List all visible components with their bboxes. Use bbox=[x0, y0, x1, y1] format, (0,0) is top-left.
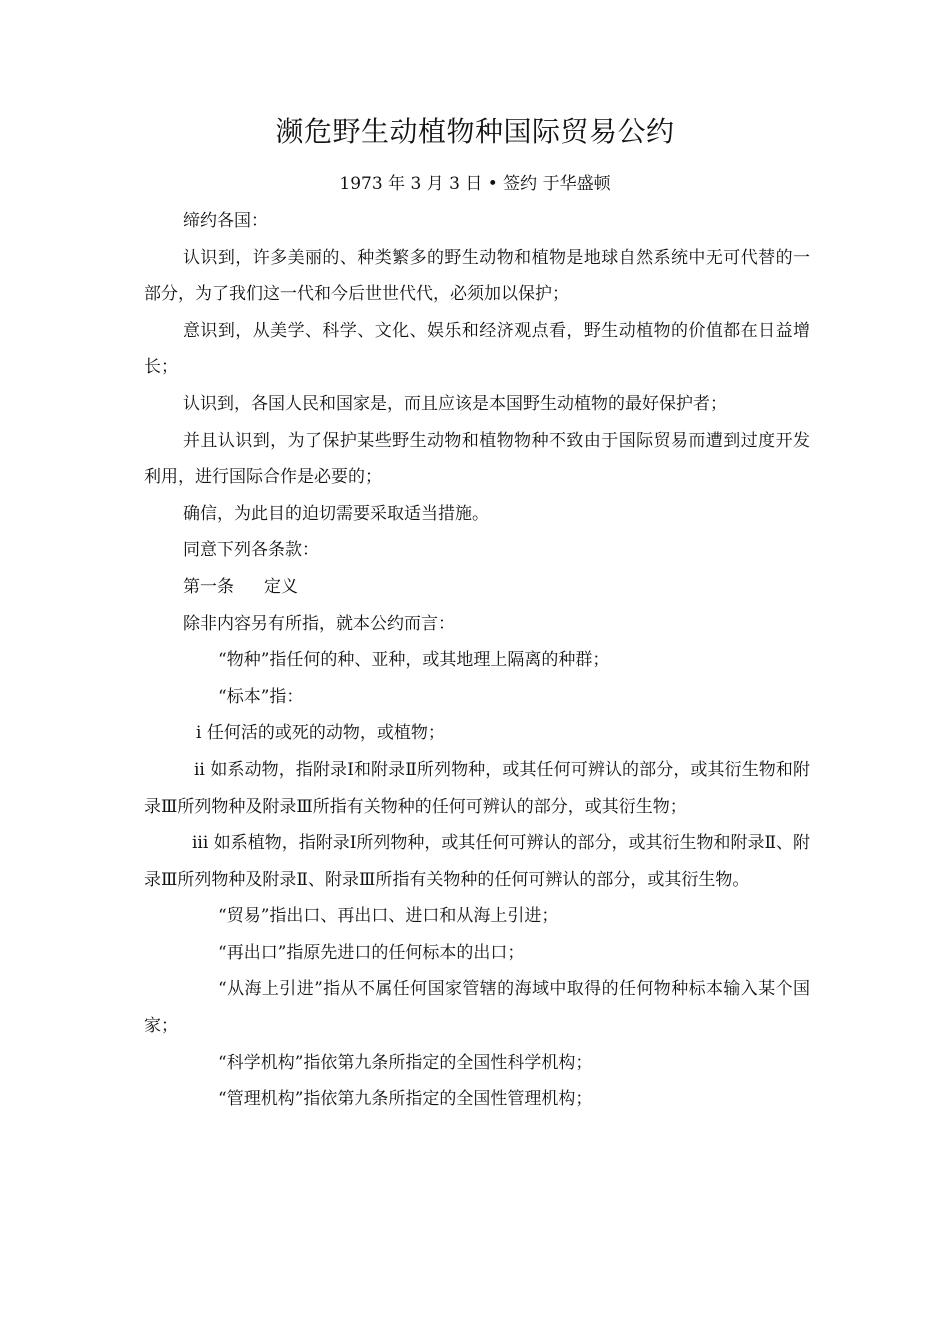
preamble-paragraph: 缔约各国： bbox=[183, 211, 268, 231]
preamble-paragraph: 认识到，各国人民和国家是，而且应该是本国野生动植物的最好保护者； bbox=[183, 393, 727, 414]
specimen-item: iii 如系植物，指附录Ⅰ所列物种，或其任何可辨认的部分，或其衍生物和附录Ⅱ、附录Ⅲ所列物种及附录Ⅱ、附录Ⅲ所指有关物种的任何可辨认的部分，或其衍生物。 bbox=[144, 833, 810, 890]
definitions-intro: 除非内容另有所指，就本公约而言： bbox=[183, 613, 455, 634]
document-body bbox=[144, 203, 810, 1118]
preamble-paragraph: 同意下列各条款： bbox=[183, 540, 319, 561]
document-subtitle: 1973 年 3 月 3 日 • 签约 于华盛顿 bbox=[339, 174, 611, 194]
specimen-item: i 任何活的或死的动物，或植物； bbox=[196, 723, 445, 744]
preamble-paragraph: 并且认识到，为了保护某些野生动物和植物物种不致由于国际贸易而遭到过度开发利用，进行国际合作是必要的； bbox=[144, 430, 810, 488]
preamble-paragraph: 认识到，许多美丽的、种类繁多的野生动物和植物是地球自然系统中无可代替的一部分，为了我们这一代和今后世世代代，必须加以保护； bbox=[144, 247, 810, 305]
definition-item: “贸易”指出口、再出口、进口和从海上引进； bbox=[218, 906, 559, 927]
definition-specimen: “标本”指： bbox=[218, 686, 304, 707]
definition-item: “再出口”指原先进口的任何标本的出口； bbox=[218, 942, 525, 963]
definition-species: “物种”指任何的种、亚种，或其地理上隔离的种群； bbox=[218, 650, 610, 671]
preamble-paragraph: 确信，为此目的迫切需要采取适当措施。 bbox=[183, 503, 489, 524]
definition-item: “科学机构”指依第九条所指定的全国性科学机构； bbox=[218, 1052, 593, 1073]
preamble-paragraph: 意识到，从美学、科学、文化、娱乐和经济观点看，野生动植物的价值都在日益增长； bbox=[144, 320, 810, 378]
specimen-item: ii 如系动物，指附录Ⅰ和附录Ⅱ所列物种，或其任何可辨认的部分，或其衍生物和附录Ⅲ所列物种及附录Ⅲ所指有关物种的任何可辨认的部分，或其衍生物； bbox=[144, 759, 810, 817]
article-title: 定义 bbox=[264, 576, 298, 597]
article-number: 第一条 bbox=[183, 576, 234, 597]
definition-item: “从海上引进”指从不属任何国家管辖的海域中取得的任何物种标本输入某个国家； bbox=[144, 979, 810, 1037]
definition-item: “管理机构”指依第九条所指定的全国性管理机构； bbox=[218, 1089, 593, 1110]
article-heading bbox=[144, 569, 810, 606]
document-title: 濒危野生动植物种国际贸易公约 bbox=[275, 115, 675, 148]
